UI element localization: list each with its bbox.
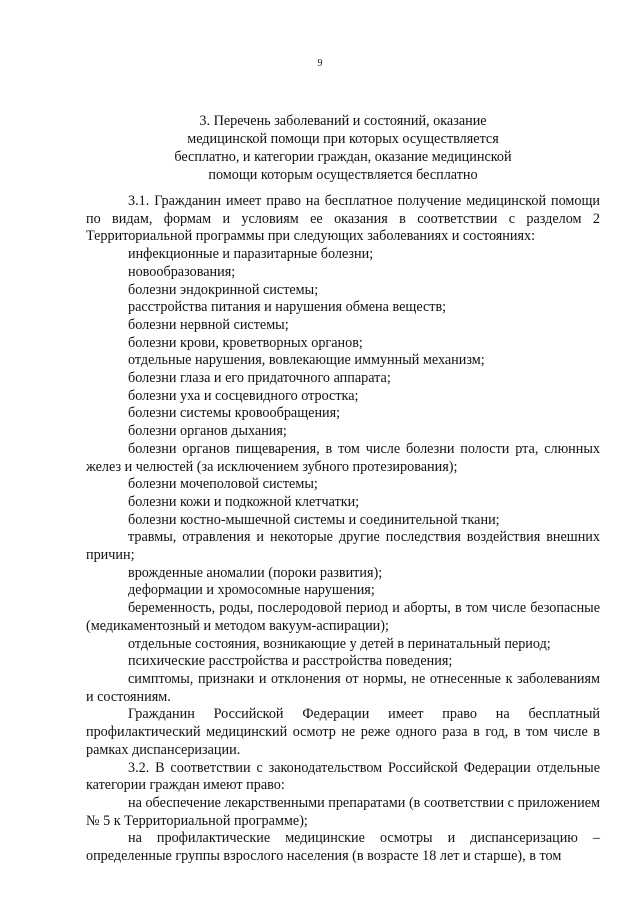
list-item: болезни костно-мышечной системы и соединительной ткани; [128, 511, 500, 528]
list-item: болезни мочеполовой системы; [128, 476, 318, 493]
list-item: инфекционные и паразитарные болезни; [128, 246, 374, 263]
list-item: новообразования; [128, 263, 236, 280]
list-item: болезни органов пищеварения, в том числе болезни полости рта, слюнных желез и челюстей (за исключением зубного протезирования); [86, 440, 600, 475]
list-item: беременность, роды, послеродовой период и аборты, в том числе безопасные (медикаментозный и методом вакуум-аспирации); [86, 600, 600, 634]
list-item: отдельные нарушения, вовлекающие иммунный механизм; [128, 352, 485, 369]
list-item: болезни глаза и его придаточного аппарата; [128, 370, 391, 387]
paragraph: на профилактические медицинские осмотры и диспансеризацию – определенные группы взрослого населения (в возрасте 18 лет и старше), в том [86, 830, 600, 865]
list-item: отдельные состояния, возникающие у детей в перинатальный период; [128, 635, 551, 652]
paragraph: 3.1. Гражданин имеет право на бесплатное получение медицинской помощи по видам, формам и условиям ее оказания в соответствии с разделом 2 Территориальной программы при следующих заболеваниях и состояниях: [86, 193, 600, 245]
list-item: психические расстройства и расстройства поведения; [128, 653, 453, 670]
paragraph: 3.2. В соответствии с законодательством Российской Федерации отдельные категории граждан имеют право: [86, 759, 600, 794]
list-item: болезни крови, кроветворных органов; [128, 334, 363, 351]
list-item: болезни уха и сосцевидного отростка; [128, 387, 359, 404]
list-item: деформации и хромосомные нарушения; [128, 582, 375, 599]
page-number: 9 [317, 58, 323, 69]
list-item: расстройства питания и нарушения обмена веществ; [128, 299, 447, 316]
list-item: травмы, отравления и некоторые другие последствия воздействия внешних причин; [86, 529, 600, 564]
list-item: болезни нервной системы; [128, 316, 289, 333]
paragraph: Гражданин Российской Федерации имеет право на бесплатный профилактический медицинский осмотр не реже одного раза в год, в том числе в рамках диспансеризации. [86, 706, 600, 758]
list-item: болезни органов дыхания; [128, 423, 287, 440]
list-item: болезни эндокринной системы; [128, 281, 319, 298]
body-text [86, 193, 600, 866]
section-title: 3. Перечень заболеваний и состояний, оказание медицинской помощи при которых осуществляется бесплатно, и категории граждан, оказание медицинской помощи которым осуществляется бесплатно [174, 113, 512, 183]
list-item: болезни кожи и подкожной клетчатки; [128, 493, 360, 510]
paragraph: на обеспечение лекарственными препаратами (в соответствии с приложением № 5 к Территориальной программе); [86, 794, 600, 829]
list-item: врожденные аномалии (пороки развития); [128, 564, 383, 581]
list-item: симптомы, признаки и отклонения от нормы, не отнесенные к заболеваниям и состояниям. [86, 670, 600, 705]
list-item: болезни системы кровообращения; [128, 405, 341, 422]
